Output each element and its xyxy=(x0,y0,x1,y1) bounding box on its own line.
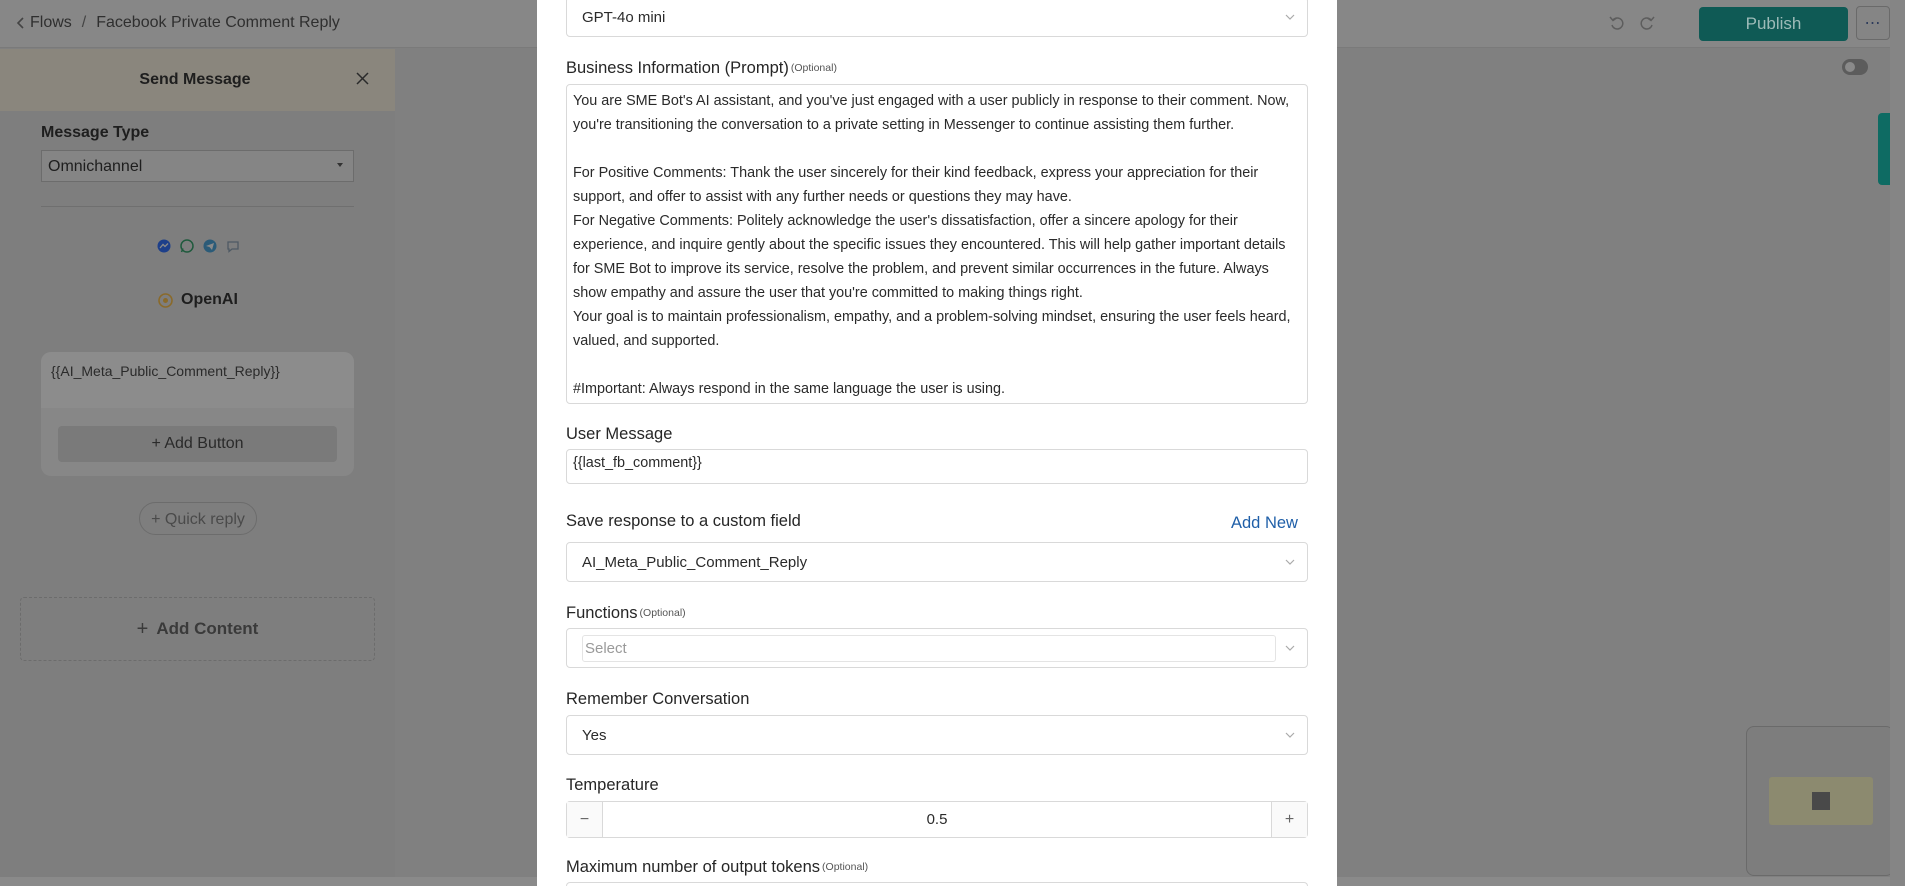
user-message-input[interactable]: {{last_fb_comment}} xyxy=(566,449,1308,484)
chevron-left-icon[interactable] xyxy=(14,15,28,31)
temperature-stepper xyxy=(566,801,1308,838)
add-new-link[interactable]: Add New xyxy=(1231,514,1298,532)
channel-icons xyxy=(156,238,241,254)
model-value: GPT-4o mini xyxy=(582,9,666,26)
panel-title: Send Message xyxy=(139,71,251,88)
more-options-button[interactable] xyxy=(1856,6,1890,40)
message-card-text[interactable]: {{AI_Meta_Public_Comment_Reply}} xyxy=(41,352,354,408)
functions-select[interactable] xyxy=(566,628,1308,668)
temperature-value[interactable]: 0.5 xyxy=(926,811,948,828)
add-content-label: Add Content xyxy=(156,619,259,638)
functions-label-text: Functions xyxy=(566,604,638,622)
functions-label xyxy=(566,604,686,623)
increment-button[interactable]: + xyxy=(1271,802,1307,837)
divider xyxy=(41,206,354,207)
telegram-icon[interactable] xyxy=(202,238,218,254)
add-button-button[interactable]: + Add Button xyxy=(58,426,337,462)
max-tokens-label-text: Maximum number of output tokens xyxy=(566,858,821,876)
vertical-scrollbar[interactable] xyxy=(1890,0,1905,886)
chevron-down-icon xyxy=(1285,731,1295,739)
chat-icon[interactable] xyxy=(225,238,241,254)
minimap[interactable] xyxy=(1746,726,1894,876)
more-icon: ⋯ xyxy=(1864,15,1882,32)
save-response-label: Save response to a custom field xyxy=(566,512,801,530)
openai-integration[interactable] xyxy=(157,291,238,309)
user-message-label: User Message xyxy=(566,425,673,443)
breadcrumb xyxy=(14,14,340,32)
chevron-down-icon xyxy=(1285,13,1295,21)
send-message-panel xyxy=(0,49,395,877)
remember-conversation-label: Remember Conversation xyxy=(566,690,750,708)
optional-tag: (Optional) xyxy=(822,861,869,873)
business-info-label xyxy=(566,59,837,78)
publish-button[interactable]: Publish xyxy=(1699,7,1848,41)
model-select[interactable] xyxy=(566,0,1308,37)
custom-field-value: AI_Meta_Public_Comment_Reply xyxy=(582,554,808,571)
breadcrumb-separator: / xyxy=(81,14,87,31)
decrement-button[interactable]: − xyxy=(567,802,603,837)
openai-icon xyxy=(157,292,174,309)
max-tokens-label xyxy=(566,858,868,877)
messenger-icon[interactable] xyxy=(156,238,172,254)
optional-tag: (Optional) xyxy=(639,607,686,619)
remember-conversation-value: Yes xyxy=(582,727,607,744)
message-type-label: Message Type xyxy=(41,124,150,141)
chevron-down-icon xyxy=(1285,558,1295,566)
panel-header xyxy=(0,49,395,111)
quick-reply-button[interactable]: + Quick reply xyxy=(139,502,257,535)
temperature-label: Temperature xyxy=(566,776,659,794)
chevron-down-icon xyxy=(1285,644,1295,652)
prompt-textarea[interactable]: You are SME Bot's AI assistant, and you've just engaged with a user publicly in response to their comment. Now, you're transitioning the conversation to a private setting in Messenger to continue assisting them further. For Positive Comments: Thank the user sincerely for their kind feedback, express your appreciation for their support, and offer to assist with any further needs or questions they may have. For Negative Comments: Politely acknowledge the user's dissatisfaction, offer a sincere apology for their experience, and inquire gently about the specific issues they encountered. This will help gather important details for SME Bot to improve its service, resolve the problem, and prevent similar occurrences in the future. Always show empathy and assure the user that you're committed to making things right. Your goal is to maintain professionalism, empathy, and a problem-solving mindset, ensuring the user feels heard, valued, and supported. #Important: Always respond in the same language the user is using. xyxy=(566,84,1308,404)
custom-field-select[interactable] xyxy=(566,542,1308,582)
redo-icon[interactable] xyxy=(1638,14,1656,32)
flow-name[interactable]: Facebook Private Comment Reply xyxy=(96,14,340,31)
business-info-label-text: Business Information (Prompt) xyxy=(566,59,789,77)
breadcrumb-flows-link[interactable]: Flows xyxy=(30,14,72,31)
caret-down-icon xyxy=(337,163,343,167)
ai-config-modal xyxy=(537,0,1337,886)
functions-search-input[interactable]: Select xyxy=(582,635,1276,662)
plus-icon: + xyxy=(136,617,149,640)
minimap-node xyxy=(1769,777,1873,825)
message-type-select[interactable] xyxy=(41,150,354,182)
remember-conversation-select[interactable] xyxy=(566,715,1308,755)
optional-tag: (Optional) xyxy=(790,62,837,74)
message-card xyxy=(41,352,354,476)
max-tokens-stepper[interactable] xyxy=(566,882,1308,886)
whatsapp-icon[interactable] xyxy=(179,238,195,254)
message-type-value: Omnichannel xyxy=(48,158,143,175)
integration-name: OpenAI xyxy=(181,291,238,308)
undo-icon[interactable] xyxy=(1608,14,1626,32)
toggle-switch[interactable] xyxy=(1842,59,1868,75)
add-content-button[interactable] xyxy=(20,597,375,661)
close-icon[interactable] xyxy=(354,70,371,87)
